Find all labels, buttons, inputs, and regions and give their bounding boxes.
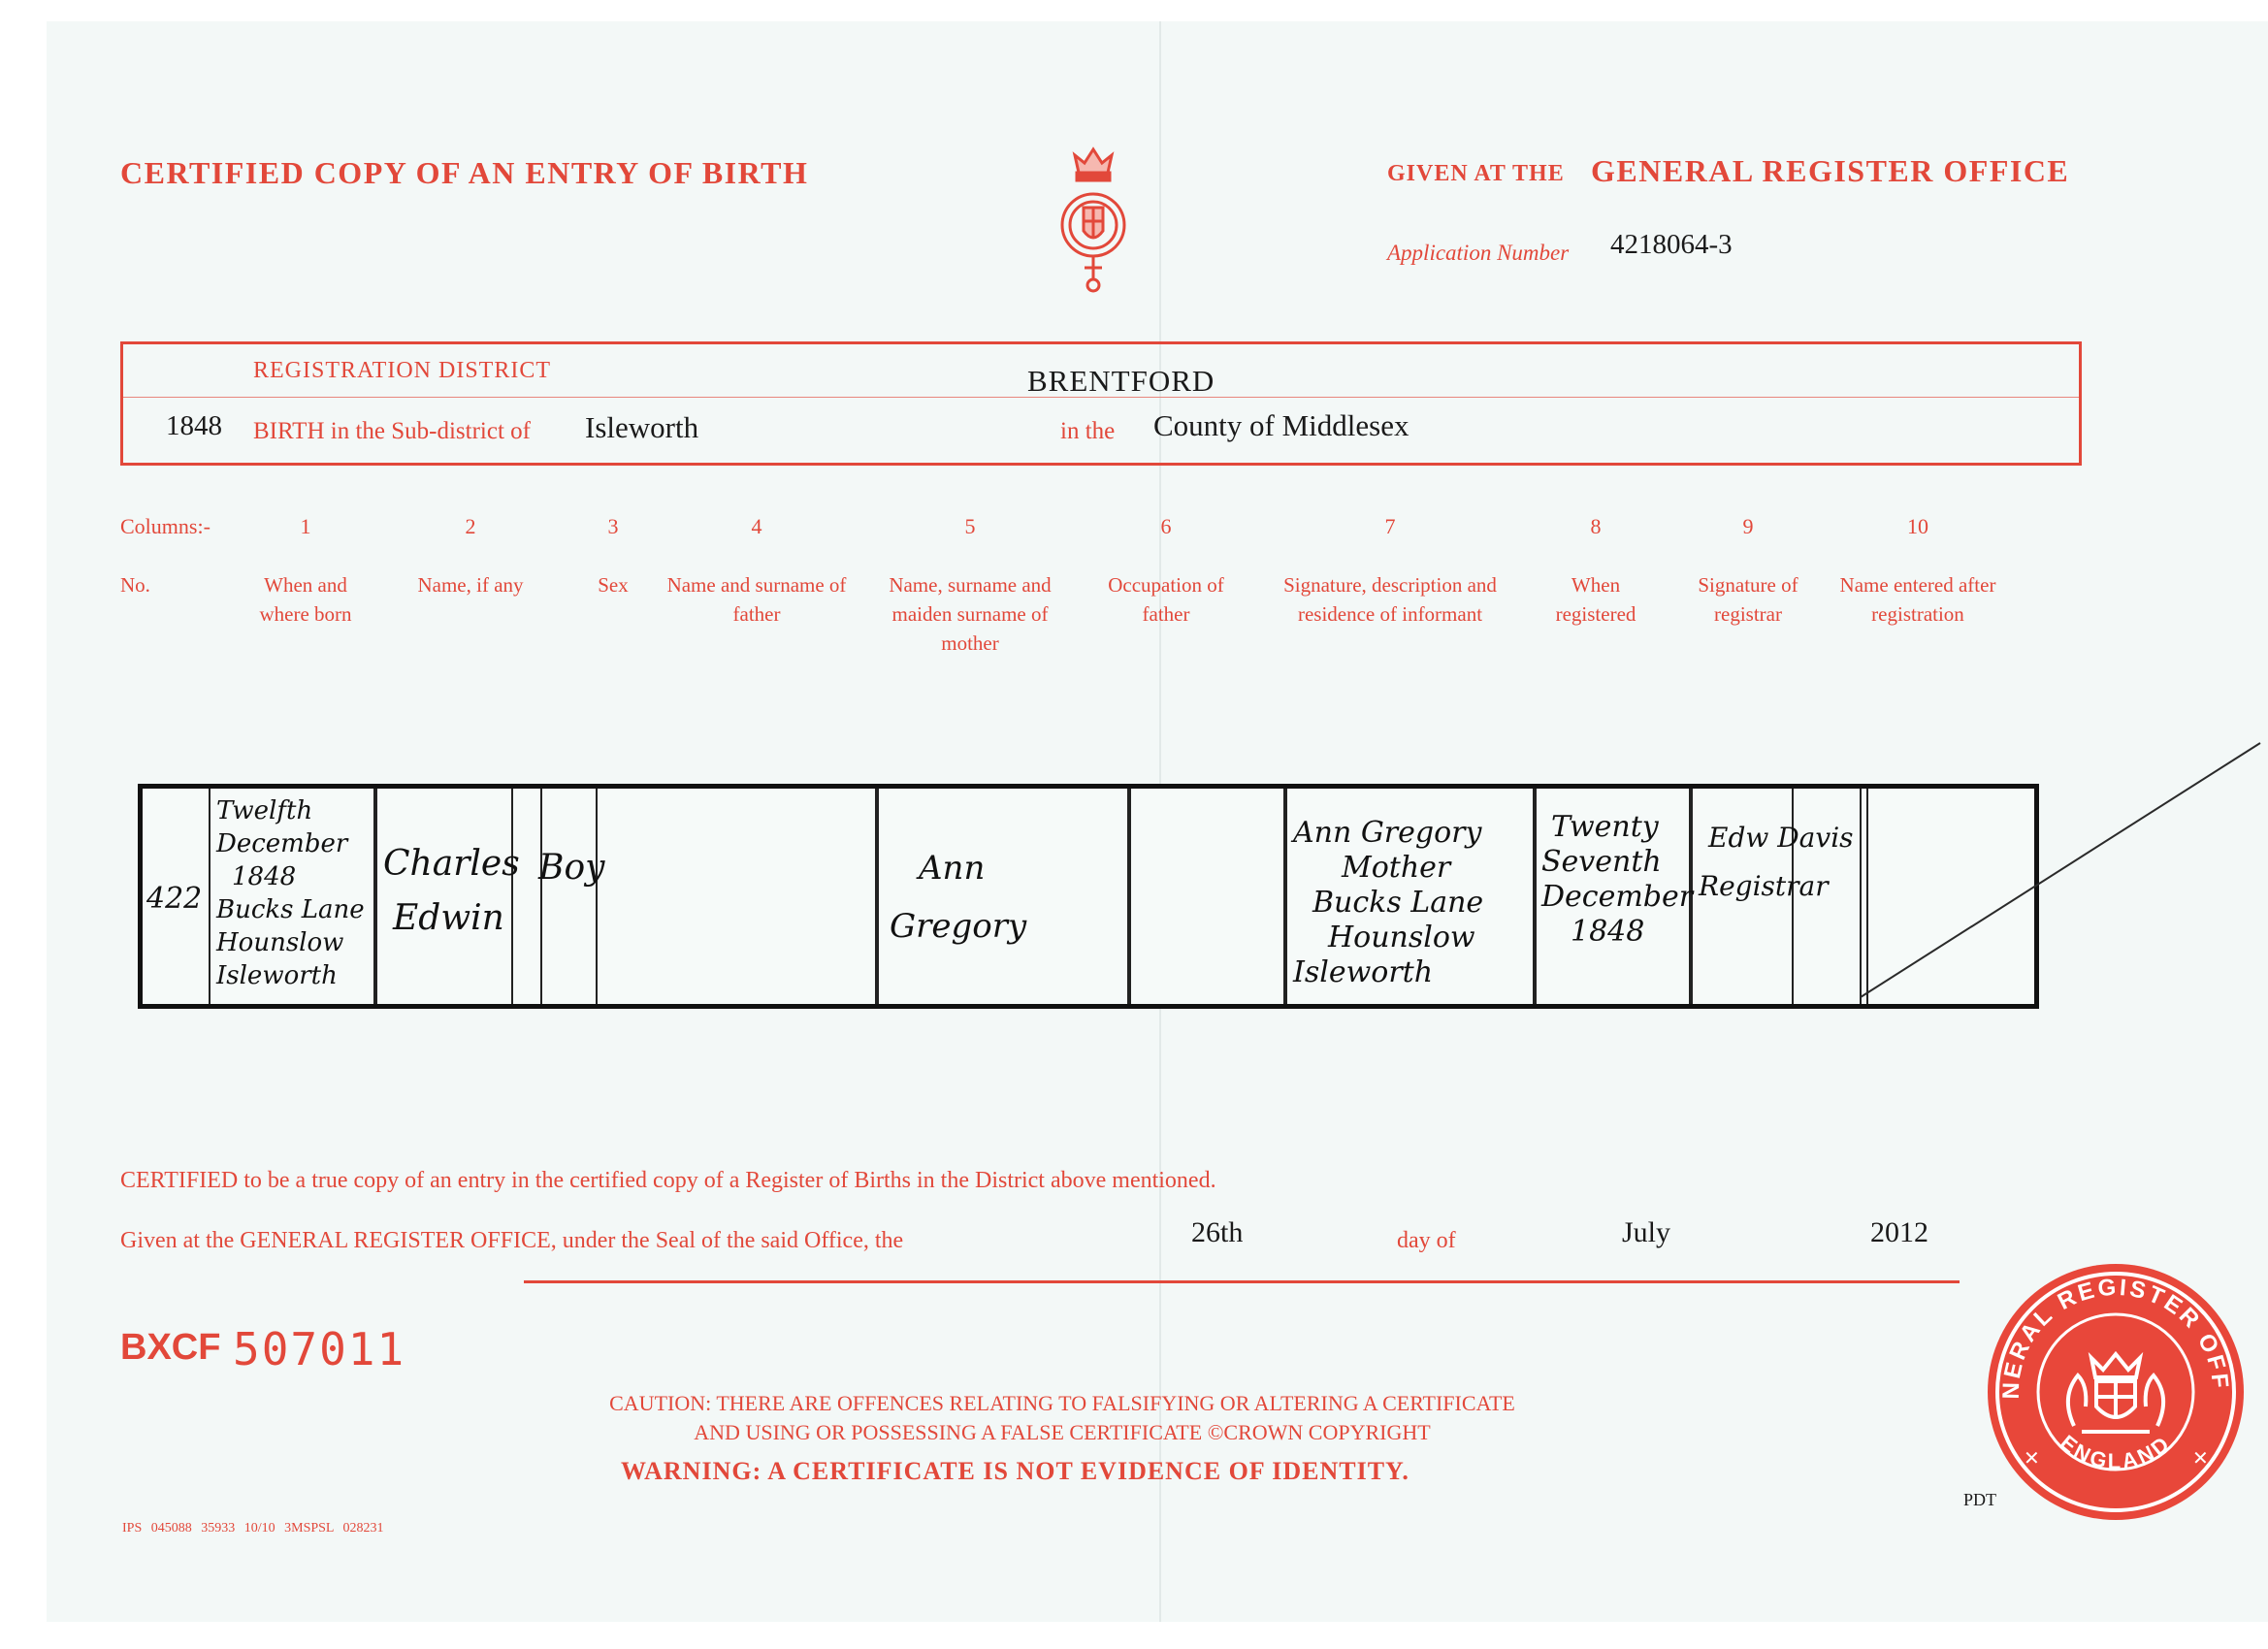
entry-sex: Boy xyxy=(538,848,605,888)
district-name: BRENTFORD xyxy=(1027,364,1215,398)
certification-year: 2012 xyxy=(1870,1216,1928,1248)
column-number-7: 7 xyxy=(1384,514,1396,538)
registration-district-box xyxy=(120,341,2082,466)
svg-text:ENGLAND: ENGLAND xyxy=(2056,1430,2176,1474)
registration-district-label: REGISTRATION DISTRICT xyxy=(253,358,551,383)
signature-rule xyxy=(524,1280,1960,1283)
entry-divider xyxy=(875,789,879,1004)
entry-mother: Ann Gregory xyxy=(890,849,1027,946)
royal-crest-icon xyxy=(1057,144,1129,308)
column-heading-3: Sex xyxy=(598,573,629,597)
registration-year: 1848 xyxy=(166,410,222,441)
svg-text:GENERAL REGISTER OFFICE: NERAL REGISTER OFF xyxy=(1997,1274,2234,1400)
column-number-8: 8 xyxy=(1590,514,1602,538)
in-the-label: in the xyxy=(1060,418,1116,444)
column-heading-4: Name and surname of father xyxy=(666,573,847,626)
print-code: IPS 045088 35933 10/10 3MSPSL 028231 xyxy=(122,1521,384,1536)
column-heading-9: Signature of registrar xyxy=(1698,573,1798,626)
entry-when-registered: Twenty Seventh December 1848 xyxy=(1541,810,1694,949)
column-heading-no: No. xyxy=(120,573,150,597)
entry-divider xyxy=(1283,789,1287,1004)
serial-prefix: BXCF xyxy=(120,1327,221,1368)
subdistrict-name: Isleworth xyxy=(585,410,699,444)
entry-divider xyxy=(1127,789,1131,1004)
entry-registrar-signature: Edw Davis Registrar xyxy=(1699,822,1854,902)
application-number: 4218064-3 xyxy=(1610,229,1733,260)
svg-text:✕: ✕ xyxy=(2192,1448,2209,1470)
caution-line-2: AND USING OR POSSESSING A FALSE CERTIFICATE ©CROWN COPYRIGHT xyxy=(694,1420,1431,1444)
entry-divider xyxy=(1533,789,1537,1004)
entry-informant: Ann Gregory Mother Bucks Lane Hounslow Isleworth xyxy=(1293,816,1484,989)
serial-number: 507011 xyxy=(233,1323,406,1375)
column-number-2: 2 xyxy=(465,514,476,538)
clerk-initials: PDT xyxy=(1963,1490,1997,1509)
entry-number: 422 xyxy=(146,882,203,916)
application-number-label: Application Number xyxy=(1387,241,1570,265)
county-name: County of Middlesex xyxy=(1153,408,1409,442)
entry-divider xyxy=(373,789,377,1004)
certification-month: July xyxy=(1622,1216,1671,1248)
strike-through-line xyxy=(1843,737,2268,1009)
column-number-9: 9 xyxy=(1742,514,1754,538)
entry-child-name: Charles Edwin xyxy=(383,844,520,938)
svg-text:✕: ✕ xyxy=(2024,1448,2040,1470)
register-entry xyxy=(138,784,2039,1009)
given-at-statement: Given at the GENERAL REGISTER OFFICE, under the Seal of the said Office, the xyxy=(120,1228,904,1253)
certification-statement: CERTIFIED to be a true copy of an entry in the certified copy of a Register of Births in the District above mentioned. xyxy=(120,1168,1216,1193)
column-number-10: 10 xyxy=(1907,514,1928,538)
column-heading-8: When registered xyxy=(1555,573,1636,626)
identity-warning: WARNING: A CERTIFICATE IS NOT EVIDENCE OF IDENTITY. xyxy=(621,1457,1409,1485)
subdistrict-label: BIRTH in the Sub-district of xyxy=(253,418,531,444)
entry-divider xyxy=(540,789,542,1004)
caution-text xyxy=(504,1389,1620,1447)
column-heading-10: Name entered after registration xyxy=(1839,573,1996,626)
columns-label: Columns:- xyxy=(120,514,211,538)
general-register-office-title: GENERAL REGISTER OFFICE xyxy=(1591,153,2070,188)
column-heading-2: Name, if any xyxy=(417,573,524,597)
column-number-5: 5 xyxy=(964,514,976,538)
column-number-4: 4 xyxy=(751,514,762,538)
column-heading-6: Occupation of father xyxy=(1108,573,1224,626)
entry-when-where-born: Twelfth December 1848 Bucks Lane Hounslow Isleworth xyxy=(216,796,365,990)
entry-divider xyxy=(209,789,211,1004)
column-number-1: 1 xyxy=(300,514,311,538)
column-number-6: 6 xyxy=(1160,514,1172,538)
seal-icon xyxy=(1985,1261,2247,1523)
column-heading-5: Name, surname and maiden surname of mother xyxy=(889,573,1052,655)
certificate-title: CERTIFIED COPY OF AN ENTRY OF BIRTH xyxy=(120,155,809,190)
certification-day: 26th xyxy=(1191,1216,1244,1248)
day-of-label: day of xyxy=(1397,1228,1456,1253)
entry-divider xyxy=(596,789,598,1004)
column-heading-7: Signature, description and residence of informant xyxy=(1283,573,1497,626)
column-heading-1: When and where born xyxy=(259,573,352,626)
gro-seal-stamp xyxy=(1985,1261,2247,1523)
given-at-prefix: GIVEN AT THE xyxy=(1387,161,1565,186)
caution-line-1: CAUTION: THERE ARE OFFENCES RELATING TO FALSIFYING OR ALTERING A CERTIFICATE xyxy=(609,1391,1515,1415)
column-number-3: 3 xyxy=(607,514,619,538)
